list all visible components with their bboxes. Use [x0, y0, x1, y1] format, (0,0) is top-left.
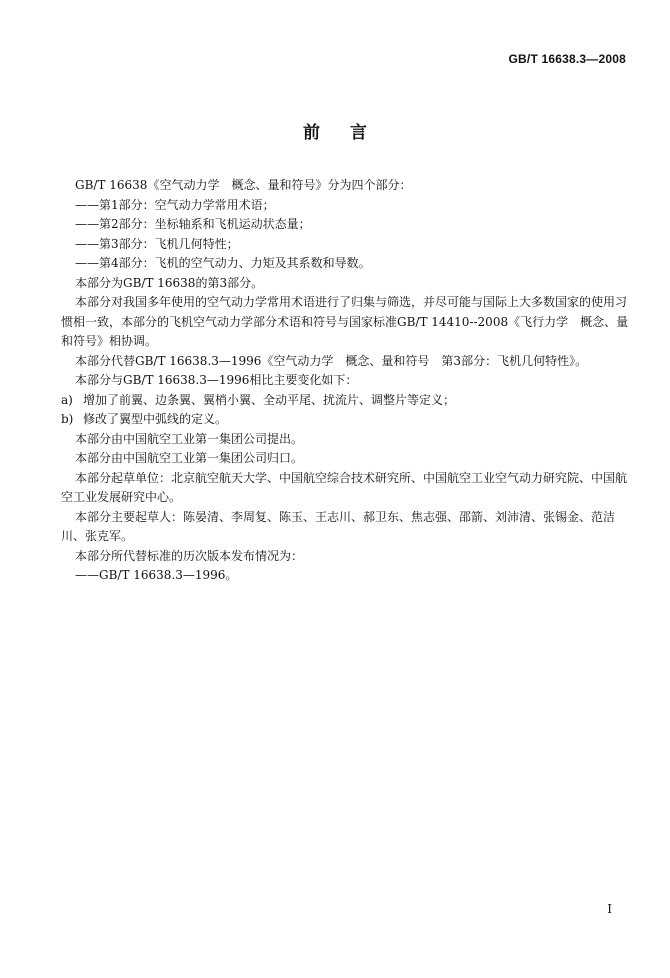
- drafting-units-paragraph: 本部分起草单位：北京航空航天大学、中国航空综合技术研究所、中国航空工业空气动力研究院、中国航空工业发展研究中心。: [61, 470, 628, 504]
- standard-code: GB/T 16638.3—2008: [508, 52, 626, 66]
- change-a-text: 增加了前翼、边条翼、翼梢小翼、全动平尾、扰流片、调整片等定义；: [83, 392, 456, 407]
- collection-paragraph: 本部分对我国多年使用的空气动力学常用术语进行了归集与筛选，并尽可能与国际上大多数国家的使用习惯相一致，本部分的飞机空气动力学部分术语和符号与国家标准GB/T 14410--2008《飞行力学 概念、量和符号》相协调。: [61, 295, 629, 348]
- proposed-by-paragraph: 本部分由中国航空工业第一集团公司提出。: [75, 431, 304, 446]
- intro-paragraph: GB/T 16638《空气动力学 概念、量和符号》分为四个部分：: [75, 178, 412, 192]
- history-item: ——GB/T 16638.3—1996。: [75, 568, 238, 582]
- changes-intro-paragraph: 本部分与GB/T 16638.3—1996相比主要变化如下：: [75, 373, 358, 387]
- this-part-paragraph: 本部分为GB/T 16638的第3部分。: [75, 275, 264, 290]
- page-title: 前言: [303, 123, 397, 143]
- change-b-mark: b): [61, 412, 74, 426]
- foreword-body: [61, 176, 629, 586]
- change-a-mark: a): [61, 392, 73, 407]
- page-number: I: [607, 902, 612, 916]
- change-b-text: 修改了翼型中弧线的定义。: [83, 412, 228, 426]
- history-intro-paragraph: 本部分所代替标准的历次版本发布情况为：: [75, 548, 304, 563]
- drafters-paragraph: 本部分主要起草人：陈晏清、李周复、陈玉、王志川、郝卫东、焦志强、邵箭、刘沛清、张锡金、范洁川、张克军。: [61, 509, 616, 543]
- part-3-item: ——第3部分：飞机几何特性；: [75, 236, 239, 251]
- part-1-item: ——第1部分：空气动力学常用术语；: [75, 197, 275, 212]
- managed-by-paragraph: 本部分由中国航空工业第一集团公司归口。: [75, 451, 304, 465]
- replaces-paragraph: 本部分代替GB/T 16638.3—1996《空气动力学 概念、量和符号 第3部分：飞机几何特性》。: [75, 353, 588, 368]
- part-4-item: ——第4部分：飞机的空气动力、力矩及其系数和导数。: [75, 256, 371, 270]
- change-a-item: [61, 391, 629, 411]
- part-2-item: ——第2部分：坐标轴系和飞机运动状态量；: [75, 217, 311, 231]
- change-b-item: [61, 410, 629, 430]
